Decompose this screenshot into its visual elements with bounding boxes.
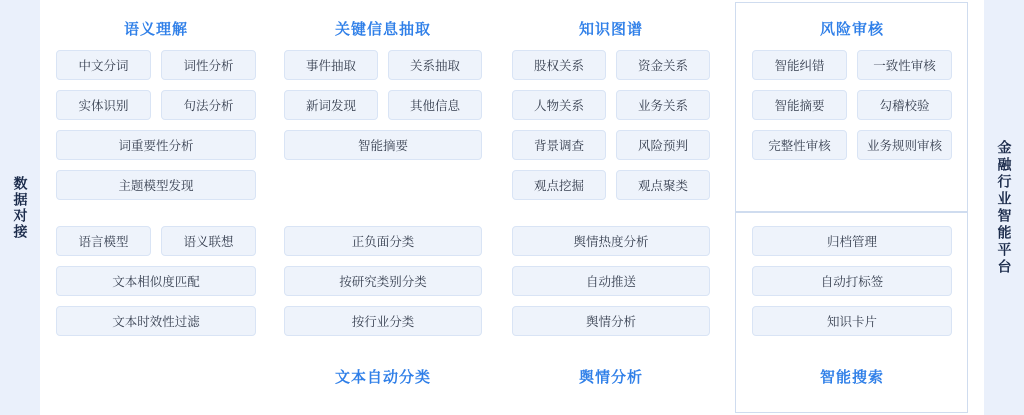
chip-opinion-heat-analysis[interactable]: 舆情热度分析 bbox=[512, 226, 710, 256]
smart-search-group bbox=[752, 226, 952, 346]
chip-row bbox=[56, 226, 256, 256]
chip-equity-relation[interactable]: 股权关系 bbox=[512, 50, 606, 80]
chip-row bbox=[512, 170, 710, 200]
chip-language-model[interactable]: 语言模型 bbox=[56, 226, 151, 256]
chip-risk-prediction[interactable]: 风险预判 bbox=[616, 130, 710, 160]
chip-research-category-classification[interactable]: 按研究类别分类 bbox=[284, 266, 482, 296]
chip-row bbox=[752, 90, 952, 120]
chip-row bbox=[56, 266, 256, 296]
chip-opinion-clustering[interactable]: 观点聚类 bbox=[616, 170, 710, 200]
columns-container bbox=[56, 0, 968, 415]
chip-row bbox=[284, 90, 482, 120]
chip-row bbox=[512, 306, 710, 336]
chip-row bbox=[56, 90, 256, 120]
chip-row bbox=[284, 266, 482, 296]
text-classification-group bbox=[284, 226, 482, 346]
chip-smart-summary[interactable]: 智能摘要 bbox=[284, 130, 482, 160]
chip-semantic-association[interactable]: 语义联想 bbox=[161, 226, 256, 256]
chip-row bbox=[512, 90, 710, 120]
chip-knowledge-card[interactable]: 知识卡片 bbox=[752, 306, 952, 336]
chip-syntax-analysis[interactable]: 句法分析 bbox=[161, 90, 256, 120]
risk-review-group bbox=[752, 50, 952, 170]
column-title-knowledge-graph: 知识图谱 bbox=[578, 21, 643, 38]
chip-row bbox=[512, 266, 710, 296]
column-key-information-extraction bbox=[284, 0, 482, 415]
chip-row bbox=[512, 226, 710, 256]
chip-row bbox=[752, 306, 952, 336]
public-opinion-group bbox=[512, 226, 710, 346]
chip-archive-management[interactable]: 归档管理 bbox=[752, 226, 952, 256]
column-title-key-info: 关键信息抽取 bbox=[334, 21, 431, 38]
chip-background-investigation[interactable]: 背景调查 bbox=[512, 130, 606, 160]
chip-auto-tagging[interactable]: 自动打标签 bbox=[752, 266, 952, 296]
chip-consistency-review[interactable]: 一致性审核 bbox=[857, 50, 952, 80]
chip-row bbox=[56, 130, 256, 160]
chip-row bbox=[284, 226, 482, 256]
right-rail bbox=[984, 0, 1024, 415]
column-risk-review bbox=[752, 0, 952, 415]
column-bottom-title-smart-search: 智能搜索 bbox=[819, 369, 884, 386]
chip-text-similarity-matching[interactable]: 文本相似度匹配 bbox=[56, 266, 256, 296]
column-semantic-understanding bbox=[56, 0, 256, 415]
semantic-top-group bbox=[56, 50, 256, 210]
chip-text-timeliness-filter[interactable]: 文本时效性过滤 bbox=[56, 306, 256, 336]
chip-row bbox=[512, 130, 710, 160]
right-rail-label: 金融行业智能平台 bbox=[996, 139, 1013, 276]
chip-row bbox=[752, 50, 952, 80]
chip-smart-summary-risk[interactable]: 智能摘要 bbox=[752, 90, 847, 120]
chip-topic-model-discovery[interactable]: 主题模型发现 bbox=[56, 170, 256, 200]
chip-pos-tagging[interactable]: 词性分析 bbox=[161, 50, 256, 80]
chip-industry-classification[interactable]: 按行业分类 bbox=[284, 306, 482, 336]
chip-business-rule-review[interactable]: 业务规则审核 bbox=[857, 130, 952, 160]
chip-row bbox=[752, 266, 952, 296]
chip-row bbox=[284, 50, 482, 80]
chip-row bbox=[56, 170, 256, 200]
column-title-risk-review: 风险审核 bbox=[819, 21, 884, 38]
chip-row bbox=[56, 50, 256, 80]
chip-row bbox=[284, 306, 482, 336]
chip-chinese-segmentation[interactable]: 中文分词 bbox=[56, 50, 151, 80]
chip-capital-relation[interactable]: 资金关系 bbox=[616, 50, 710, 80]
chip-sentiment-classification[interactable]: 正负面分类 bbox=[284, 226, 482, 256]
chip-row bbox=[512, 50, 710, 80]
chip-business-relation[interactable]: 业务关系 bbox=[616, 90, 710, 120]
chip-auto-push[interactable]: 自动推送 bbox=[512, 266, 710, 296]
semantic-bottom-group bbox=[56, 226, 256, 346]
chip-relation-extraction[interactable]: 关系抽取 bbox=[388, 50, 482, 80]
key-info-top-group bbox=[284, 50, 482, 170]
chip-event-extraction[interactable]: 事件抽取 bbox=[284, 50, 378, 80]
chip-opinion-mining[interactable]: 观点挖掘 bbox=[512, 170, 606, 200]
knowledge-graph-top-group bbox=[512, 50, 710, 210]
left-rail-label: 数据对接 bbox=[12, 175, 29, 240]
chip-completeness-review[interactable]: 完整性审核 bbox=[752, 130, 847, 160]
column-bottom-title-text-classification: 文本自动分类 bbox=[334, 369, 431, 386]
chip-row bbox=[752, 130, 952, 160]
chip-new-word-discovery[interactable]: 新词发现 bbox=[284, 90, 378, 120]
chip-cross-check-verification[interactable]: 勾稽校验 bbox=[857, 90, 952, 120]
column-title-semantic: 语义理解 bbox=[123, 21, 188, 38]
chip-opinion-analysis[interactable]: 舆情分析 bbox=[512, 306, 710, 336]
chip-row bbox=[56, 306, 256, 336]
column-bottom-title-opinion-analysis: 舆情分析 bbox=[578, 369, 643, 386]
left-rail bbox=[0, 0, 40, 415]
chip-smart-error-correction[interactable]: 智能纠错 bbox=[752, 50, 847, 80]
chip-entity-recognition[interactable]: 实体识别 bbox=[56, 90, 151, 120]
column-knowledge-graph bbox=[512, 0, 710, 415]
chip-word-importance[interactable]: 词重要性分析 bbox=[56, 130, 256, 160]
chip-row bbox=[284, 130, 482, 160]
chip-other-information[interactable]: 其他信息 bbox=[388, 90, 482, 120]
chip-person-relation[interactable]: 人物关系 bbox=[512, 90, 606, 120]
chip-row bbox=[752, 226, 952, 256]
